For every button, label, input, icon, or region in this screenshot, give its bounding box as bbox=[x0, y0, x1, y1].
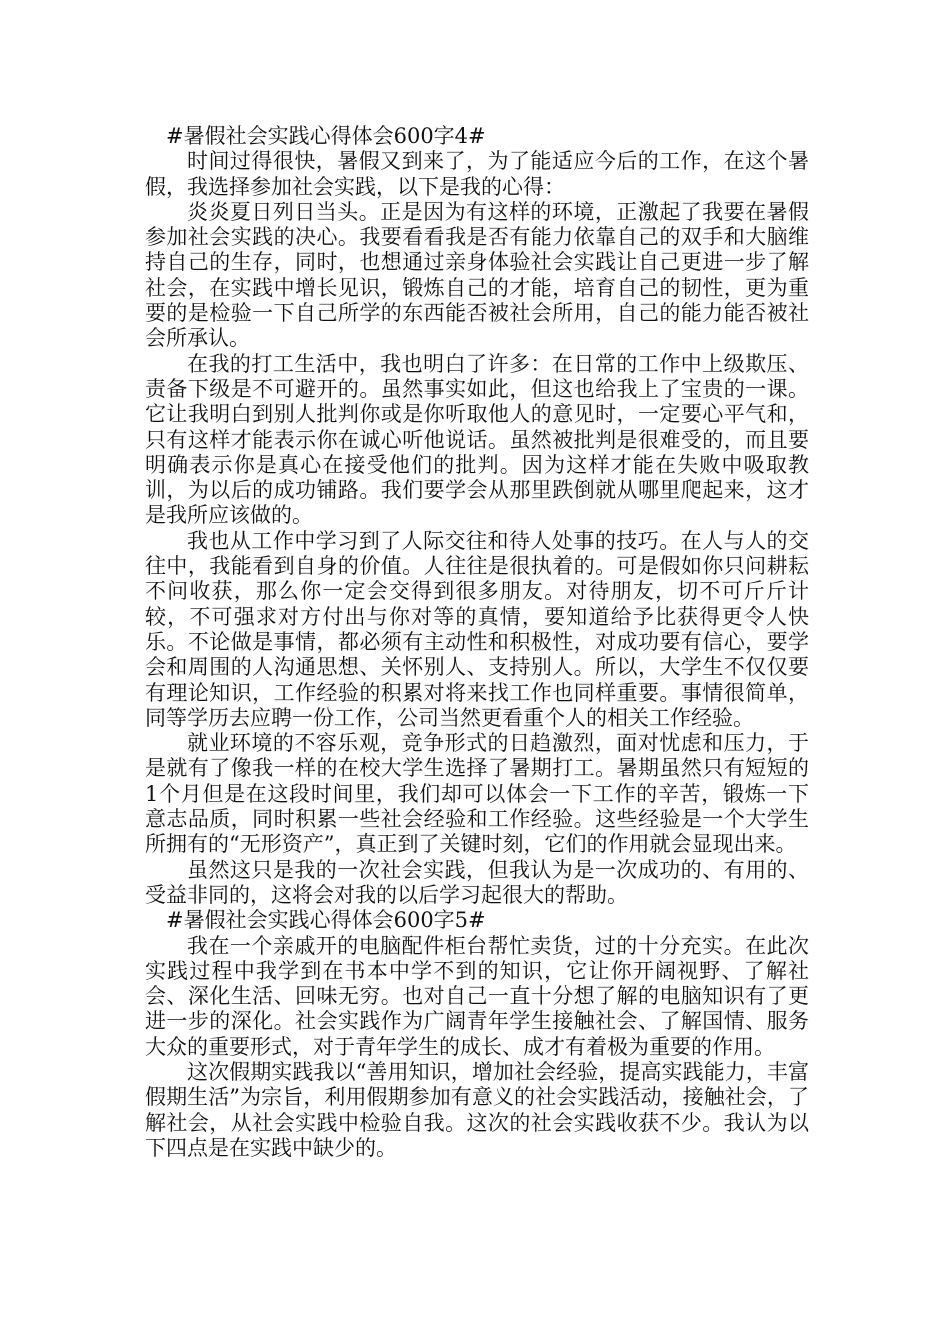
paragraph: 我也从工作中学习到了人际交往和待人处事的技巧。在人与人的交往中，我能看到自身的价值。人往往是很执着的。可是假如你只问耕耘不问收获，那么你一定会交得到很多朋友。对待朋友，切不可斤斤计较，不可强求对方付出与你对等的真情，要知道给予比获得更令人快乐。不论做是事情，都必须有主动性和积极性，对成功要有信心，要学会和周围的人沟通思想、关怀别人、支持别人。所以，大学生不仅仅要有理论知识，工作经验的积累对将来找工作也同样重要。事情很简单，同等学历去应聘一份工作，公司当然更看重个人的相关工作经验。 bbox=[145, 528, 809, 730]
section-heading-5: #暑假社会实践心得体会600字5# bbox=[166, 908, 486, 933]
paragraph: 时间过得很快，暑假又到来了，为了能适应今后的工作，在这个暑假，我选择参加社会实践，以下是我的心得： bbox=[145, 149, 809, 199]
paragraph: 炎炎夏日列日当头。正是因为有这样的环境，正激起了我要在暑假参加社会实践的决心。我要看看我是否有能力依靠自己的双手和大脑维持自己的生存，同时，也想通过亲身体验社会实践让自己更进一步了解社会，在实践中增长见识，锻炼自己的才能，培育自己的韧性，更为重要的是检验一下自己所学的东西能否被社会所用，自己的能力能否被社会所承认。 bbox=[145, 199, 809, 351]
document-body bbox=[145, 124, 809, 1161]
paragraph: 我在一个亲戚开的电脑配件柜台帮忙卖货，过的十分充实。在此次实践过程中我学到在书本中学不到的知识，它让你开阔视野、了解社会、深化生活、回味无穷。也对自己一直十分想了解的电脑知识有了更进一步的深化。社会实践作为广阔青年学生接触社会、了解国情、服务大众的重要形式，对于青年学生的成长、成才有着极为重要的作用。 bbox=[145, 933, 809, 1059]
paragraph: 就业环境的不容乐观，竞争形式的日趋激烈，面对忧虑和压力，于是就有了像我一样的在校大学生选择了暑期打工。暑期虽然只有短短的1个月但是在这段时间里，我们却可以体会一下工作的辛苦，锻炼一下意志品质，同时积累一些社会经验和工作经验。这些经验是一个大学生所拥有的“无形资产”，真正到了关键时刻，它们的作用就会显现出来。 bbox=[145, 731, 809, 857]
paragraph: 虽然这只是我的一次社会实践，但我认为是一次成功的、有用的、受益非同的，这将会对我的以后学习起很大的帮助。 bbox=[145, 857, 809, 907]
paragraph: 这次假期实践我以“善用知识，增加社会经验，提高实践能力，丰富假期生活”为宗旨，利用假期参加有意义的社会实践活动，接触社会，了解社会，从社会实践中检验自我。这次的社会实践收获不少。我认为以下四点是在实践中缺少的。 bbox=[145, 1059, 809, 1160]
paragraph: 在我的打工生活中，我也明白了许多：在日常的工作中上级欺压、责备下级是不可避开的。虽然事实如此，但这也给我上了宝贵的一课。它让我明白到别人批判你或是你听取他人的意见时，一定要心平气和，只有这样才能表示你在诚心听他说话。虽然被批判是很难受的，而且要明确表示你是真心在接受他们的批判。因为这样才能在失败中吸取教训，为以后的成功铺路。我们要学会从那里跌倒就从哪里爬起来，这才是我所应该做的。 bbox=[145, 351, 809, 528]
section-heading-4: #暑假社会实践心得体会600字4# bbox=[166, 124, 486, 148]
